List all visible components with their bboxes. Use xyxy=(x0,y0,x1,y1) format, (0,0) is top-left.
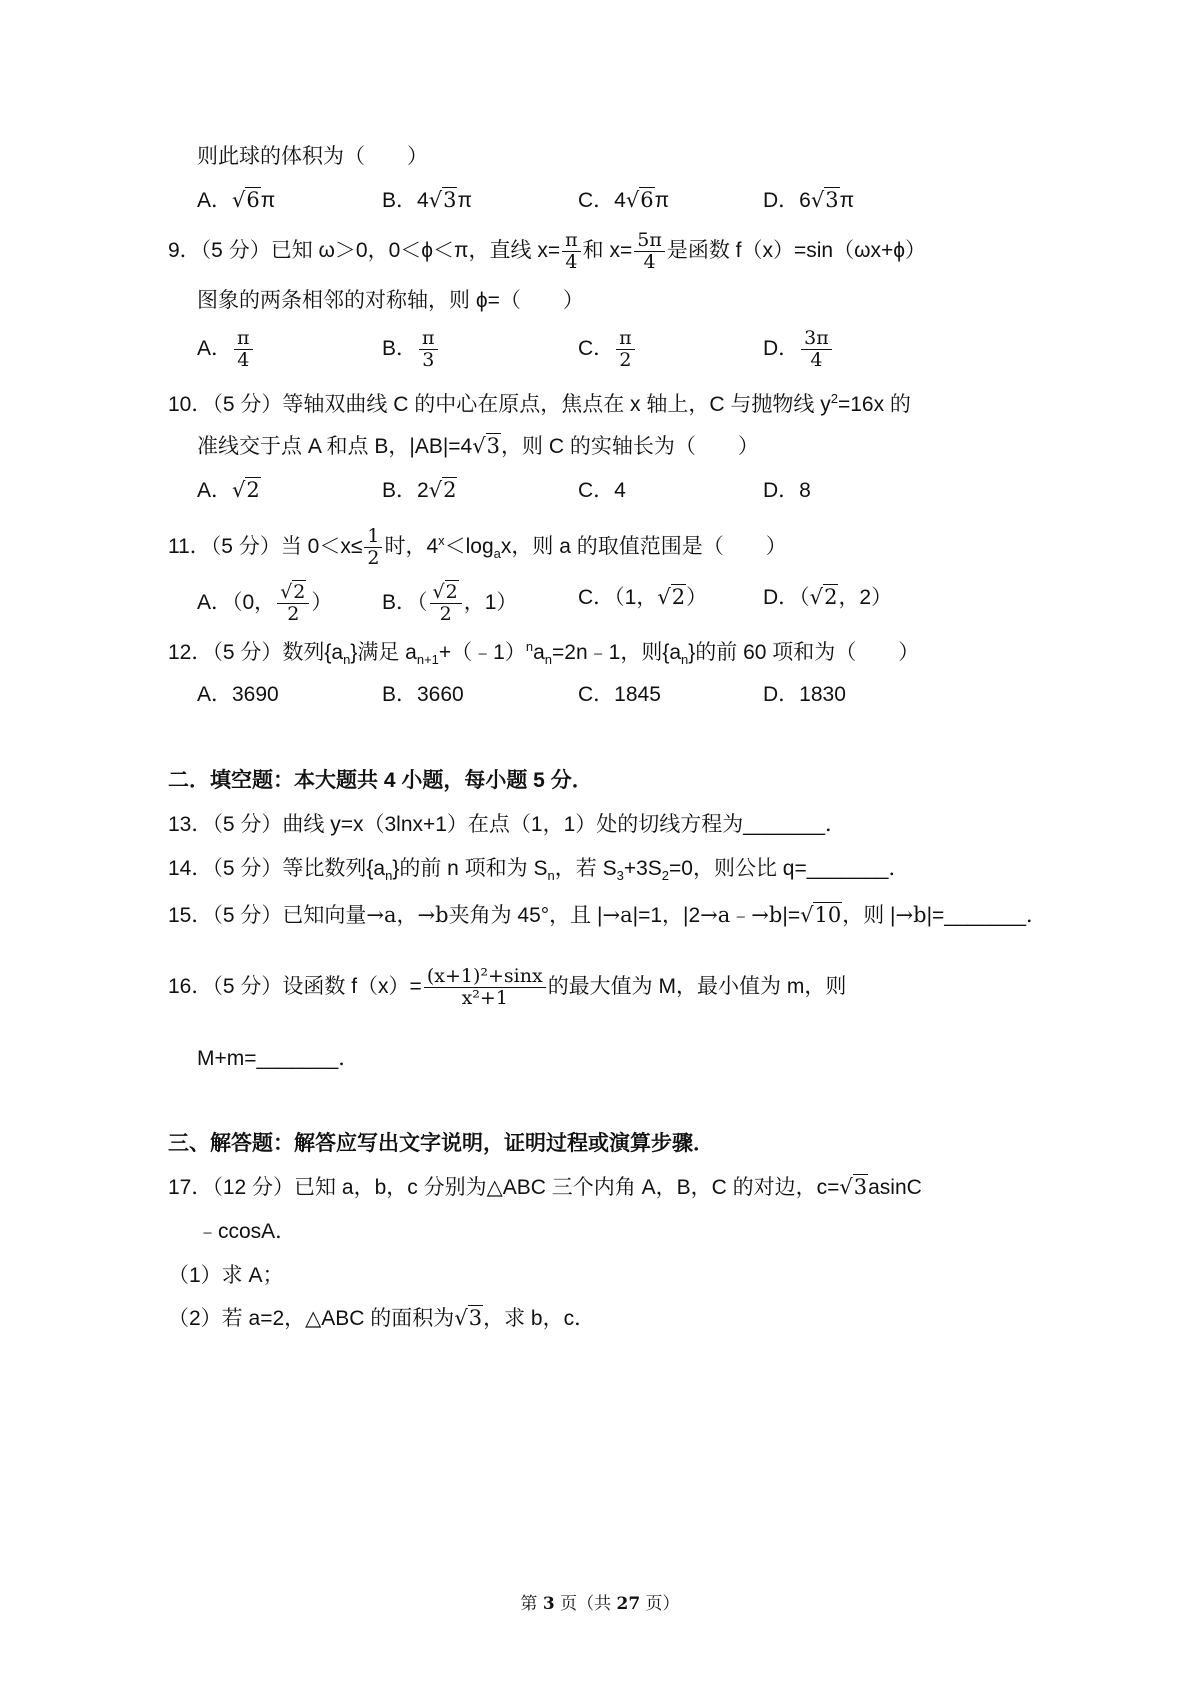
question-16-line2: M+m=_______． xyxy=(197,1047,360,1070)
section-3-heading: 三、解答题：解答应写出文字说明，证明过程或演算步骤． xyxy=(168,1132,714,1155)
question-14: 14．（5 分）等比数列$\{a_n\}$的前 n 项和为 $S_n$，若 $S_3+3S_2=0$，则公比 q=_______． xyxy=(168,857,910,884)
q9-option-b: B． $\frac{\pi}{3}$ xyxy=(382,328,440,371)
fraction: $\frac{\text{(x+1)²+sinx}}{\text{x²+1}}$ xyxy=(424,966,546,1009)
q12-option-a: A．3690 xyxy=(197,683,279,706)
q9-option-a: A． $\frac{\pi}{4}$ xyxy=(197,328,255,371)
question-9: 9．（5 分）已知 ω＞0，0＜ϕ＜π，直线 x= $\frac{\pi}{4}$ 和 x= $\frac{5\pi}{4}$ 是函数 f（x）=sin（ωx+ϕ） xyxy=(168,229,927,273)
q11-option-c: C．（1，√2） xyxy=(578,585,708,609)
q11-option-b: B．（ $\frac{√2}{2}$ ，1） xyxy=(382,581,518,625)
question-16: 16．（5 分）设函数 f（x）= $\frac{\text{(x+1)²+sinx}}{\text{x²+1}}$ 的最大值为 M，最小值为 m，则 xyxy=(168,965,847,1009)
q10-option-a: A．√2 xyxy=(197,478,260,502)
question-15: 15．（5 分）已知向量→a，→b夹角为 45°，且 |→a|=1，|2→a﹣→b|=√10，则 |→b|=_______． xyxy=(168,903,1048,927)
question-12: 12．（5 分）数列$\{a_n\}$满足 $a_{n+1}+(﹣1)^na_n=2n﹣1$，则$\{a_n\}$的前 60 项和为（ ） xyxy=(168,639,920,668)
q11-option-a: A．（0， $\frac{√2}{2}$ ） xyxy=(197,581,333,625)
q9-option-c: C． $\frac{\pi}{2}$ xyxy=(578,328,637,371)
q9-option-d: D． $\frac{3\pi}{4}$ xyxy=(763,328,834,371)
question-17-line2: ﹣ccosA． xyxy=(197,1220,297,1243)
fraction: $\frac{\pi}{4}$ xyxy=(562,230,581,273)
q8-option-b: B．4√3π xyxy=(382,188,472,212)
q12-option-b: B．3660 xyxy=(382,683,464,706)
section-2-heading: 二．填空题：本大题共 4 小题，每小题 5 分． xyxy=(168,769,593,792)
question-9-line2: 图象的两条相邻的对称轴，则 ϕ=（ ） xyxy=(197,289,584,312)
page-footer: 第 3 页（共 27 页） xyxy=(520,1594,680,1614)
question-13: 13．（5 分）曲线 y=x（3lnx+1）在点（1，1）处的切线方程为_______． xyxy=(168,813,847,836)
q8-option-a: A．√6π xyxy=(197,188,276,212)
question-10-line2: 准线交于点 A 和点 B，|AB|=4√3，则 C 的实轴长为（ ） xyxy=(197,434,759,458)
q10-option-d: D．8 xyxy=(763,479,811,502)
question-10: 10．（5 分）等轴双曲线 C 的中心在原点，焦点在 x 轴上，C 与抛物线 $y^2=16x$ 的 xyxy=(168,391,911,416)
q8-option-d: D．6√3π xyxy=(763,188,855,212)
q8-option-c: C．4√6π xyxy=(578,188,670,212)
q12-option-d: D．1830 xyxy=(763,683,846,706)
question-17: 17．（12 分）已知 a，b，c 分别为△ABC 三个内角 A，B，C 的对边，c=√3asinC xyxy=(168,1175,922,1199)
fraction: $\frac{5\pi}{4}$ xyxy=(634,230,665,273)
question-8-tail: 则此球的体积为（ ） xyxy=(197,145,428,168)
question-11: 11．（5 分）当 0＜x≤ $\frac{1}{2}$ 时，$4^x<\log_ax$，则 a 的取值范围是（ ） xyxy=(168,525,787,569)
q12-option-c: C．1845 xyxy=(578,683,661,706)
question-17-part1: （1）求 A； xyxy=(168,1264,284,1287)
q10-option-c: C．4 xyxy=(578,479,626,502)
q11-option-d: D．（√2，2） xyxy=(763,585,893,609)
q10-option-b: B．2√2 xyxy=(382,478,457,502)
question-17-part2: （2）若 a=2，△ABC 的面积为√3，求 b，c． xyxy=(168,1306,596,1330)
